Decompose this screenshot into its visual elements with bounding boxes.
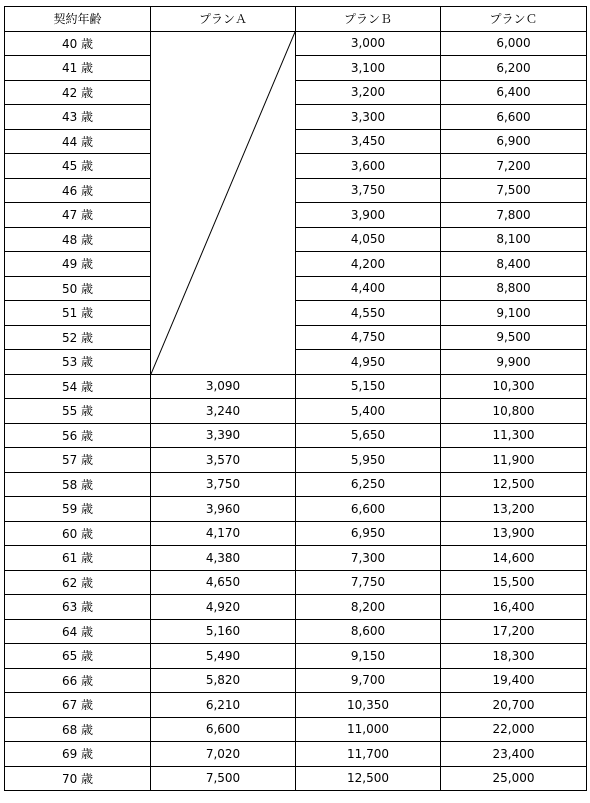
plan-c-cell: 17,200 <box>441 619 587 644</box>
plan-b-cell: 5,950 <box>296 448 441 473</box>
premium-table <box>4 6 587 791</box>
table-row <box>5 644 587 669</box>
age-cell: 51 歳 <box>5 301 151 326</box>
table-row <box>5 301 587 326</box>
plan-a-cell: 7,500 <box>151 766 296 791</box>
table-row <box>5 56 587 81</box>
plan-b-cell: 9,700 <box>296 668 441 693</box>
table-row <box>5 105 587 130</box>
age-cell: 61 歳 <box>5 546 151 571</box>
age-cell: 45 歳 <box>5 154 151 179</box>
plan-c-cell: 8,400 <box>441 252 587 277</box>
age-cell: 55 歳 <box>5 399 151 424</box>
plan-a-cell: 3,390 <box>151 423 296 448</box>
table-row <box>5 497 587 522</box>
plan-c-cell: 19,400 <box>441 668 587 693</box>
plan-b-cell: 9,150 <box>296 644 441 669</box>
age-cell: 48 歳 <box>5 227 151 252</box>
plan-a-cell: 4,920 <box>151 595 296 620</box>
plan-a-cell: 3,750 <box>151 472 296 497</box>
table-body <box>5 31 587 791</box>
age-cell: 46 歳 <box>5 178 151 203</box>
header-plan-c: プランＣ <box>441 7 587 32</box>
plan-b-cell: 5,650 <box>296 423 441 448</box>
plan-c-cell: 7,500 <box>441 178 587 203</box>
age-cell: 58 歳 <box>5 472 151 497</box>
plan-b-cell: 3,300 <box>296 105 441 130</box>
plan-b-cell: 4,400 <box>296 276 441 301</box>
plan-a-not-available-cell <box>151 31 296 374</box>
header-row <box>5 7 587 32</box>
plan-a-cell: 4,170 <box>151 521 296 546</box>
plan-c-cell: 6,600 <box>441 105 587 130</box>
plan-c-cell: 8,800 <box>441 276 587 301</box>
age-cell: 52 歳 <box>5 325 151 350</box>
plan-c-cell: 6,000 <box>441 31 587 56</box>
plan-c-cell: 9,900 <box>441 350 587 375</box>
age-cell: 41 歳 <box>5 56 151 81</box>
plan-b-cell: 4,950 <box>296 350 441 375</box>
table-row <box>5 399 587 424</box>
age-cell: 40 歳 <box>5 31 151 56</box>
plan-c-cell: 13,200 <box>441 497 587 522</box>
header-plan-a: プランＡ <box>151 7 296 32</box>
plan-c-cell: 16,400 <box>441 595 587 620</box>
plan-b-cell: 7,750 <box>296 570 441 595</box>
plan-a-cell: 3,240 <box>151 399 296 424</box>
plan-c-cell: 7,800 <box>441 203 587 228</box>
plan-b-cell: 6,250 <box>296 472 441 497</box>
age-cell: 62 歳 <box>5 570 151 595</box>
table-row <box>5 350 587 375</box>
plan-a-cell: 7,020 <box>151 742 296 767</box>
plan-c-cell: 18,300 <box>441 644 587 669</box>
age-cell: 63 歳 <box>5 595 151 620</box>
table-row <box>5 766 587 791</box>
table-row <box>5 154 587 179</box>
table-row <box>5 252 587 277</box>
age-cell: 68 歳 <box>5 717 151 742</box>
plan-c-cell: 10,800 <box>441 399 587 424</box>
table-row <box>5 717 587 742</box>
plan-b-cell: 3,600 <box>296 154 441 179</box>
plan-b-cell: 5,150 <box>296 374 441 399</box>
plan-b-cell: 8,600 <box>296 619 441 644</box>
plan-b-cell: 3,450 <box>296 129 441 154</box>
plan-c-cell: 9,500 <box>441 325 587 350</box>
header-contract-age: 契約年齢 <box>5 7 151 32</box>
plan-b-cell: 3,200 <box>296 80 441 105</box>
plan-c-cell: 8,100 <box>441 227 587 252</box>
table-row <box>5 227 587 252</box>
plan-a-cell: 3,570 <box>151 448 296 473</box>
plan-a-cell: 5,160 <box>151 619 296 644</box>
plan-c-cell: 22,000 <box>441 717 587 742</box>
age-cell: 54 歳 <box>5 374 151 399</box>
plan-c-cell: 13,900 <box>441 521 587 546</box>
age-cell: 50 歳 <box>5 276 151 301</box>
plan-b-cell: 6,600 <box>296 497 441 522</box>
table-row <box>5 472 587 497</box>
header-plan-b: プランＢ <box>296 7 441 32</box>
table-row <box>5 570 587 595</box>
table-row <box>5 668 587 693</box>
plan-b-cell: 3,750 <box>296 178 441 203</box>
plan-c-cell: 20,700 <box>441 693 587 718</box>
age-cell: 42 歳 <box>5 80 151 105</box>
plan-b-cell: 4,200 <box>296 252 441 277</box>
age-cell: 70 歳 <box>5 766 151 791</box>
plan-c-cell: 6,400 <box>441 80 587 105</box>
age-cell: 43 歳 <box>5 105 151 130</box>
table-row <box>5 619 587 644</box>
table-row <box>5 276 587 301</box>
plan-c-cell: 9,100 <box>441 301 587 326</box>
table-header <box>5 7 587 32</box>
plan-c-cell: 6,900 <box>441 129 587 154</box>
table-row <box>5 595 587 620</box>
plan-a-cell: 3,960 <box>151 497 296 522</box>
plan-a-cell: 4,650 <box>151 570 296 595</box>
table-row <box>5 546 587 571</box>
age-cell: 53 歳 <box>5 350 151 375</box>
plan-b-cell: 3,900 <box>296 203 441 228</box>
plan-a-cell: 4,380 <box>151 546 296 571</box>
plan-c-cell: 23,400 <box>441 742 587 767</box>
age-cell: 56 歳 <box>5 423 151 448</box>
age-cell: 44 歳 <box>5 129 151 154</box>
age-cell: 49 歳 <box>5 252 151 277</box>
plan-b-cell: 12,500 <box>296 766 441 791</box>
table-row <box>5 129 587 154</box>
table-row <box>5 742 587 767</box>
plan-b-cell: 4,550 <box>296 301 441 326</box>
table-row <box>5 448 587 473</box>
age-cell: 66 歳 <box>5 668 151 693</box>
table-row <box>5 374 587 399</box>
plan-c-cell: 10,300 <box>441 374 587 399</box>
table-row <box>5 693 587 718</box>
table-row <box>5 31 587 56</box>
plan-c-cell: 14,600 <box>441 546 587 571</box>
plan-c-cell: 6,200 <box>441 56 587 81</box>
plan-b-cell: 4,750 <box>296 325 441 350</box>
table-row <box>5 521 587 546</box>
plan-b-cell: 4,050 <box>296 227 441 252</box>
premium-table-container <box>4 6 586 791</box>
plan-a-cell: 6,600 <box>151 717 296 742</box>
age-cell: 59 歳 <box>5 497 151 522</box>
plan-c-cell: 11,900 <box>441 448 587 473</box>
plan-b-cell: 11,000 <box>296 717 441 742</box>
age-cell: 67 歳 <box>5 693 151 718</box>
plan-b-cell: 7,300 <box>296 546 441 571</box>
diagonal-strike-line <box>151 32 295 374</box>
plan-c-cell: 15,500 <box>441 570 587 595</box>
plan-c-cell: 11,300 <box>441 423 587 448</box>
age-cell: 65 歳 <box>5 644 151 669</box>
plan-c-cell: 25,000 <box>441 766 587 791</box>
age-cell: 47 歳 <box>5 203 151 228</box>
plan-b-cell: 8,200 <box>296 595 441 620</box>
table-row <box>5 80 587 105</box>
plan-a-cell: 5,820 <box>151 668 296 693</box>
plan-a-cell: 3,090 <box>151 374 296 399</box>
plan-b-cell: 6,950 <box>296 521 441 546</box>
table-row <box>5 325 587 350</box>
age-cell: 60 歳 <box>5 521 151 546</box>
table-row <box>5 203 587 228</box>
plan-b-cell: 3,000 <box>296 31 441 56</box>
table-row <box>5 423 587 448</box>
plan-a-cell: 5,490 <box>151 644 296 669</box>
age-cell: 64 歳 <box>5 619 151 644</box>
table-row <box>5 178 587 203</box>
plan-b-cell: 3,100 <box>296 56 441 81</box>
plan-c-cell: 12,500 <box>441 472 587 497</box>
plan-a-cell: 6,210 <box>151 693 296 718</box>
plan-b-cell: 11,700 <box>296 742 441 767</box>
plan-c-cell: 7,200 <box>441 154 587 179</box>
age-cell: 57 歳 <box>5 448 151 473</box>
plan-b-cell: 10,350 <box>296 693 441 718</box>
age-cell: 69 歳 <box>5 742 151 767</box>
plan-b-cell: 5,400 <box>296 399 441 424</box>
